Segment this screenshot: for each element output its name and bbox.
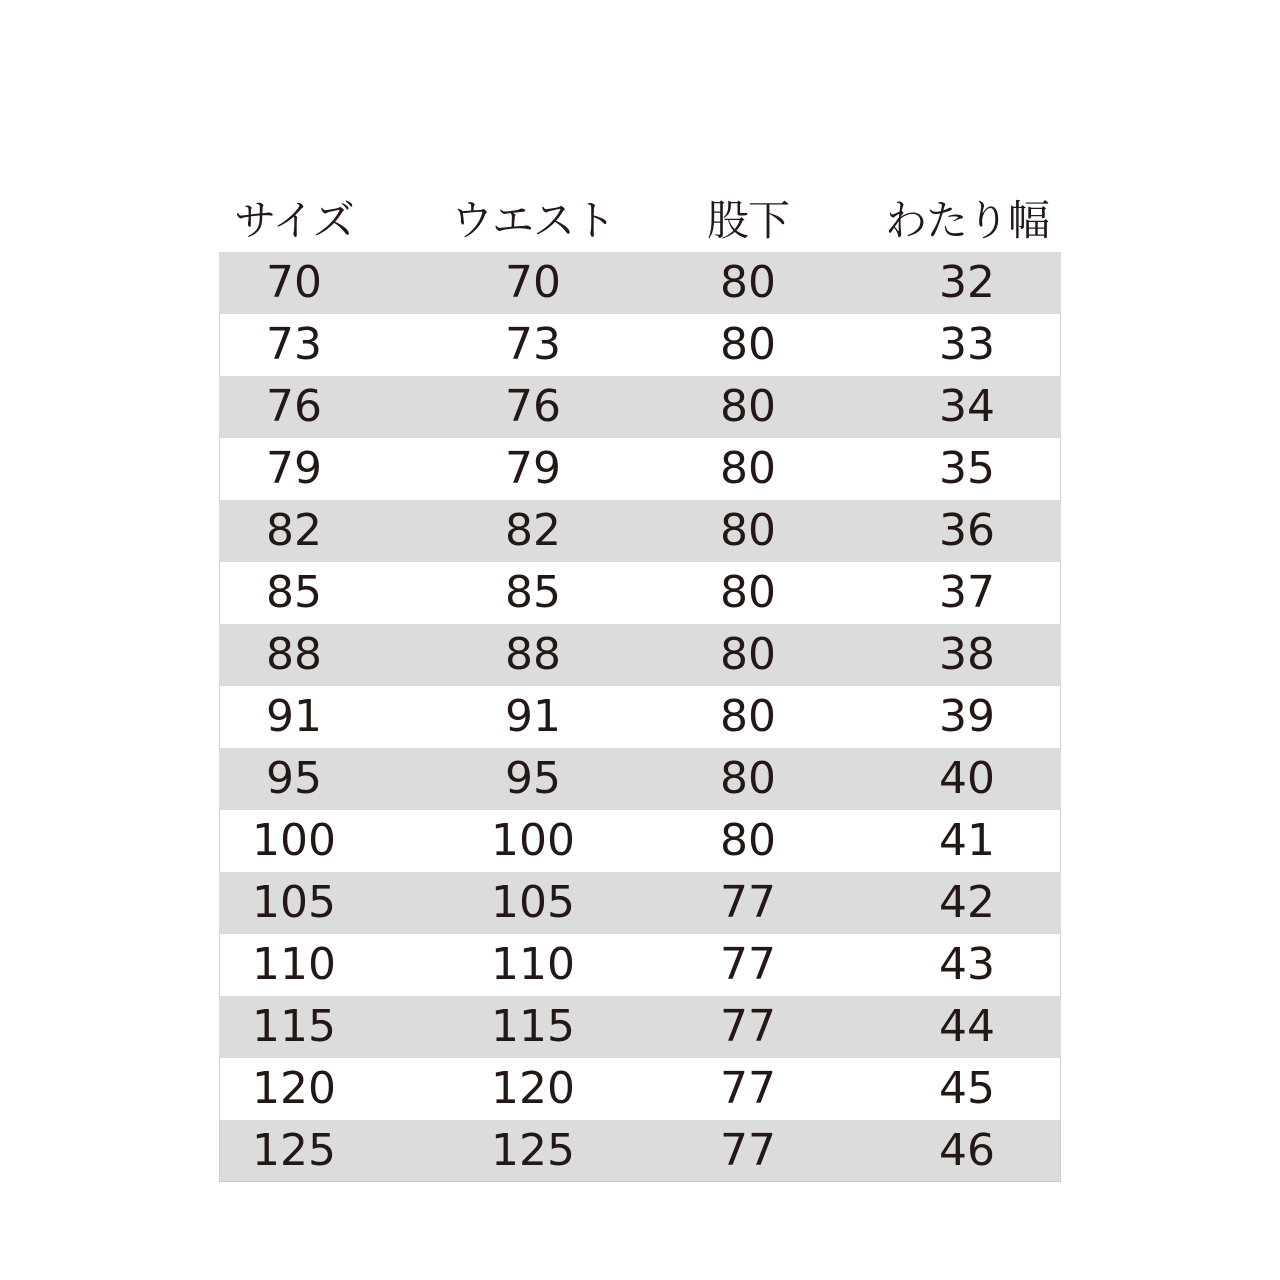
size-cell: 73 (266, 319, 322, 370)
size-cell: 125 (252, 1125, 336, 1176)
thigh-width-cell: 42 (939, 877, 995, 928)
waist-cell: 95 (505, 753, 561, 804)
waist-cell: 76 (505, 381, 561, 432)
table-row (219, 376, 1061, 438)
table-body (219, 252, 1061, 1182)
inseam-cell: 80 (720, 443, 776, 494)
thigh-width-cell: 36 (939, 505, 995, 556)
table-row (219, 438, 1061, 500)
thigh-width-cell: 37 (939, 567, 995, 618)
inseam-cell: 77 (720, 939, 776, 990)
thigh-width-cell: 46 (939, 1125, 995, 1176)
table-row (219, 314, 1061, 376)
inseam-cell: 80 (720, 567, 776, 618)
waist-cell: 79 (505, 443, 561, 494)
size-cell: 70 (266, 257, 322, 308)
size-cell: 115 (252, 1001, 336, 1052)
inseam-cell: 80 (720, 815, 776, 866)
table-row (219, 500, 1061, 562)
size-cell: 100 (252, 815, 336, 866)
table-row (219, 1058, 1061, 1120)
waist-cell: 85 (505, 567, 561, 618)
size-cell: 85 (266, 567, 322, 618)
table-row (219, 686, 1061, 748)
header-size: サイズ (234, 196, 354, 245)
inseam-cell: 80 (720, 319, 776, 370)
waist-cell: 91 (505, 691, 561, 742)
header-inseam: 股下 (706, 196, 789, 245)
inseam-cell: 80 (720, 381, 776, 432)
size-cell: 88 (266, 629, 322, 680)
size-table (219, 190, 1061, 1182)
inseam-cell: 77 (720, 1001, 776, 1052)
inseam-cell: 80 (720, 753, 776, 804)
thigh-width-cell: 43 (939, 939, 995, 990)
thigh-width-cell: 35 (939, 443, 995, 494)
size-cell: 95 (266, 753, 322, 804)
inseam-cell: 77 (720, 877, 776, 928)
thigh-width-cell: 32 (939, 257, 995, 308)
table-header-row (219, 190, 1061, 252)
size-cell: 76 (266, 381, 322, 432)
inseam-cell: 80 (720, 691, 776, 742)
size-cell: 79 (266, 443, 322, 494)
table-row (219, 748, 1061, 810)
thigh-width-cell: 34 (939, 381, 995, 432)
size-cell: 82 (266, 505, 322, 556)
table-row (219, 562, 1061, 624)
thigh-width-cell: 44 (939, 1001, 995, 1052)
thigh-width-cell: 38 (939, 629, 995, 680)
table-row (219, 810, 1061, 872)
inseam-cell: 80 (720, 629, 776, 680)
header-waist: ウエスト (450, 196, 615, 245)
table-row (219, 1120, 1061, 1182)
waist-cell: 105 (491, 877, 575, 928)
waist-cell: 110 (491, 939, 575, 990)
waist-cell: 100 (491, 815, 575, 866)
table-row (219, 996, 1061, 1058)
size-cell: 120 (252, 1063, 336, 1114)
waist-cell: 70 (505, 257, 561, 308)
thigh-width-cell: 39 (939, 691, 995, 742)
waist-cell: 73 (505, 319, 561, 370)
waist-cell: 115 (491, 1001, 575, 1052)
table-row (219, 872, 1061, 934)
thigh-width-cell: 45 (939, 1063, 995, 1114)
table-row (219, 624, 1061, 686)
inseam-cell: 80 (720, 505, 776, 556)
waist-cell: 88 (505, 629, 561, 680)
waist-cell: 125 (491, 1125, 575, 1176)
waist-cell: 82 (505, 505, 561, 556)
header-thigh-width: わたり幅 (884, 196, 1049, 245)
inseam-cell: 77 (720, 1125, 776, 1176)
inseam-cell: 77 (720, 1063, 776, 1114)
thigh-width-cell: 41 (939, 815, 995, 866)
inseam-cell: 80 (720, 257, 776, 308)
table-row (219, 252, 1061, 314)
size-cell: 105 (252, 877, 336, 928)
table-row (219, 934, 1061, 996)
size-cell: 110 (252, 939, 336, 990)
waist-cell: 120 (491, 1063, 575, 1114)
size-cell: 91 (266, 691, 322, 742)
thigh-width-cell: 33 (939, 319, 995, 370)
thigh-width-cell: 40 (939, 753, 995, 804)
